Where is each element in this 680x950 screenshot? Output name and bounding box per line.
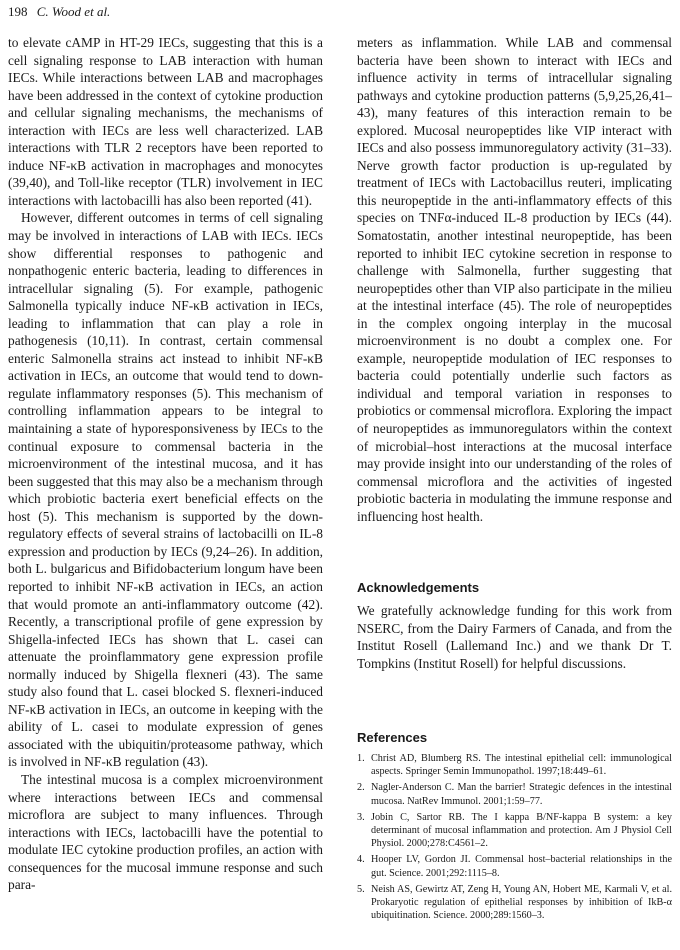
reference-text: Nagler-Anderson C. Man the barrier! Strategic defences in the intestinal mucosa. NatRev Immunol. 2001;1:59–77. [371,782,672,807]
reference-list [357,752,672,925]
right-column [357,34,672,525]
reference-number: 4. [357,854,365,866]
reference-item [357,853,672,879]
reference-item [357,811,672,851]
reference-text: Jobin C, Sartor RB. The I kappa B/NF-kappa B system: a key determinant of mucosal inflammation and protection. Am J Physiol Cell Physiol. 2000;278:C4561–2. [371,811,672,850]
paragraph: However, different outcomes in terms of cell signaling may be involved in interactions of LAB with IECs. IECs show differential responses to pathogenic and nonpathogenic enteric bacteria, leading to differences in intracellular signaling (5). For example, pathogenic Salmonella typically induce NF-κB activation in IECs, leading to inflammation that can play a role in pathogenesis (10,11). In contrast, certain commensal enteric Salmonella strains act instead to inhibit NF-κB activation in IECs, an outcome that would tend to down-regulate inflammatory responses (5). This mechanism of controlling inflammation appears to be integral to maintaining a state of hyporesponsiveness by IECs to the continual exposure to commensal bacteria in the microenvironment of the intestinal mucosa, and it has been suggested that this may also be a mechanism through which probiotic bacteria exert beneficial effects on the host (5). This mechanism is supported by the down-regulatory effects of several strains of lactobacilli on IL-8 expression and production by IECs (9,24–26). In addition, both L. bulgaricus and Bifidobacterium longum have been reported to inhibit NF-κB activation in IECs, an action that would promote an anti-inflammatory outcome (42). Recently, a transcriptional profile of gene expression by Shigella-infected IECs has shown that L. casei can attenuate the proinflammatory gene expression profile normally induced by Shigella flexneri (43). The same study also found that L. casei blocked S. flexneri-induced NF-κB activation in IECs, an outcome in keeping with the ability of L. casei to modulate expression of genes associated with the ubiquitin/proteasome pathway, which is involved in NF-κB regulation (43). [8,210,323,770]
running-header [8,4,110,20]
page-number: 198 [8,4,28,19]
reference-number: 3. [357,811,365,823]
reference-item [357,883,672,923]
paragraph: meters as inflammation. While LAB and commensal bacteria have been shown to interact with IECs and influence activity in terms of intracellular signaling pathways and cytokine production patterns (5,9,25,26,41–43), many features of this interaction remain to be explored. Mucosal neuropeptides like VIP interact with IECs and also possess immunoregulatory activity (31–33). Nerve growth factor production is up-regulated by treatment of IECs with Lactobacillus reuteri, implicating this neuropeptide in the anti-inflammatory effects of this species on TNFα-induced IL-8 production by IECs (44). Somatostatin, another intestinal neuropeptide, has been reported to inhibit IEC cytokine secretion in response to challenge with Salmonella, further suggesting that neuropeptides other than VIP also participate in the milieu at the intestinal interface (45). The role of neuropeptides in the complex ongoing interplay in the mucosal microenvironment is no doubt a complex one. For example, neuropeptide modulation of IEC responses to bacteria could potentially underlie such factors as individual and temporal variation in responses to probiotics or commensal microflora. Exploring the impact of neuropeptides as immunoregulators within the context of microbial–host interactions at the mucosal interface may provide insight into our understanding of the roles of commensal microflora and the activities of ingested probiotic bacteria in modulating the immune response and influencing host health. [357,35,672,524]
reference-item [357,781,672,807]
references-heading: References [357,730,428,745]
running-title: C. Wood et al. [36,4,111,19]
reference-text: Neish AS, Gewirtz AT, Zeng H, Young AN, Hobert ME, Karmali V, et al. Prokaryotic regulation of epithelial responses by inhibition of IkB-α ubiquitination. Science. 2000;289:1560–3. [371,883,672,922]
paragraph: to elevate cAMP in HT-29 IECs, suggesting that this is a cell signaling response to LAB interaction with human IECs. While interactions between LAB and macrophages have been addressed in the context of cytokine production and cellular signaling mechanisms, the mechanisms of interaction with IECs are less well characterized. LAB interactions with TLR 2 receptors have been reported to induce NF-κB activation in macrophages and monocytes (39,40), and Toll-like receptor (TLR) involvement in IEC interactions with lactobacilli has also been reported (41). [8,35,323,208]
reference-text: Hooper LV, Gordon JI. Commensal host–bacterial relationships in the gut. Science. 2001;292:1115–8. [371,854,672,879]
reference-item [357,752,672,778]
paragraph: The intestinal mucosa is a complex microenvironment where interactions between IECs and commensal microflora are subject to many influences. Through interactions with IECs, lactobacilli have the potential to modulate IEC cytokine production profiles, an action with consequences for the mucosal immune response and such para- [8,771,323,893]
acknowledgements-text: We gratefully acknowledge funding for this work from NSERC, from the Dairy Farmers of Canada, and from the Institut Rosell (Lallemand Inc.) and we thank Dr T. Tompkins (Institut Rosell) for helpful discussions. [357,603,672,671]
acknowledgements-heading: Acknowledgements [357,580,480,595]
reference-number: 5. [357,883,365,895]
left-column [8,34,323,894]
reference-text: Christ AD, Blumberg RS. The intestinal epithelial cell: immunological aspects. Springer Semin Immunopathol. 1997;18:449–61. [371,753,672,778]
reference-number: 1. [357,753,365,764]
reference-number: 2. [357,782,365,794]
